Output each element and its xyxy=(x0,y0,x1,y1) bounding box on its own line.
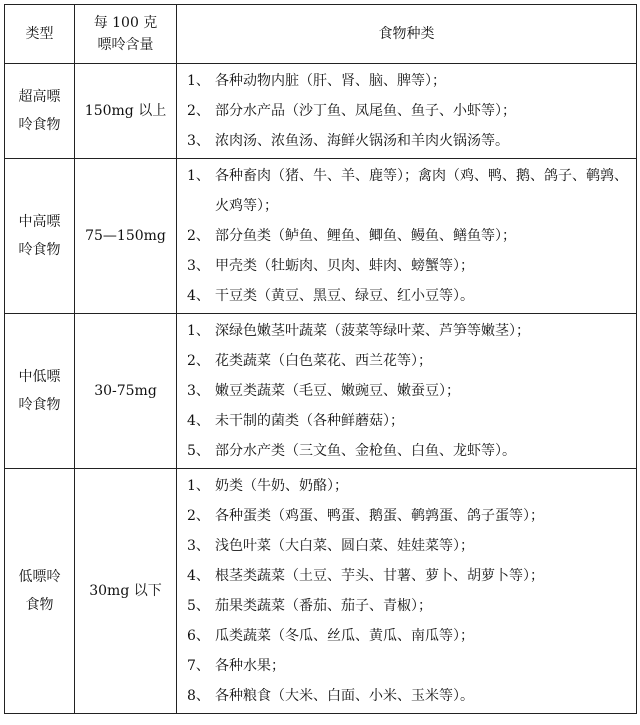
list-item xyxy=(187,251,636,281)
item-number: 1、 xyxy=(187,73,210,89)
item-number: 5、 xyxy=(187,598,210,614)
item-number: 2、 xyxy=(187,508,210,524)
list-item xyxy=(187,531,636,561)
category-line1: 中高嘌 xyxy=(18,214,61,230)
list-item xyxy=(187,406,636,436)
item-number: 3、 xyxy=(187,133,210,149)
category-cell xyxy=(5,64,75,159)
header-foods: 食物种类 xyxy=(177,5,637,64)
item-number: 3、 xyxy=(187,383,210,399)
item-text: 花类蔬菜（白色菜花、西兰花等）； xyxy=(215,353,432,369)
amount-cell: 150mg 以上 xyxy=(75,64,177,159)
item-text: 浅色叶菜（大白菜、圆白菜、娃娃菜等）； xyxy=(215,538,474,554)
table-row xyxy=(5,64,637,159)
item-text: 部分鱼类（鲈鱼、鲤鱼、鲫鱼、鳗鱼、鳝鱼等）； xyxy=(215,228,516,244)
category-line2: 呤食物 xyxy=(18,242,61,258)
item-number: 5、 xyxy=(187,443,210,459)
item-text: 部分水产品（沙丁鱼、凤尾鱼、鱼子、小虾等）； xyxy=(215,103,516,119)
header-amount xyxy=(75,5,177,64)
list-item xyxy=(187,561,636,591)
item-number: 7、 xyxy=(187,658,210,674)
list-item xyxy=(187,281,636,311)
list-item xyxy=(187,471,636,501)
amount-cell: 30-75mg xyxy=(75,314,177,469)
list-item xyxy=(187,96,636,126)
category-line2: 食物 xyxy=(25,597,54,613)
item-text: 奶类（牛奶、奶酪）； xyxy=(215,478,348,494)
item-text: 干豆类（黄豆、黑豆、绿豆、红小豆等）。 xyxy=(215,288,474,304)
item-text: 各种动物内脏（肝、肾、脑、脾等）； xyxy=(215,73,446,89)
list-item xyxy=(187,591,636,621)
list-item xyxy=(187,651,636,681)
item-number: 1、 xyxy=(187,168,210,184)
item-text: 茄果类蔬菜（番茄、茄子、青椒）； xyxy=(215,598,432,614)
purine-table xyxy=(4,4,637,714)
list-item xyxy=(187,66,636,96)
item-number: 6、 xyxy=(187,628,210,644)
category-line1: 中低嘌 xyxy=(18,369,61,385)
item-text: 各种粮食（大米、白面、小米、玉米等）。 xyxy=(215,688,474,704)
list-item xyxy=(187,681,636,711)
item-number: 4、 xyxy=(187,568,210,584)
amount-cell: 75—150mg xyxy=(75,159,177,314)
list-item xyxy=(187,501,636,531)
category-line1: 超高嘌 xyxy=(18,89,61,105)
header-amount-line1: 每 100 克 xyxy=(93,15,158,31)
item-number: 3、 xyxy=(187,258,210,274)
item-number: 4、 xyxy=(187,288,210,304)
item-text: 各种畜肉（猪、牛、羊、鹿等）；禽肉（鸡、鸭、鹅、鸽子、鹌鹑、火鸡等）； xyxy=(215,168,628,214)
category-line2: 呤食物 xyxy=(18,117,61,133)
header-amount-line2: 嘌呤含量 xyxy=(97,37,154,53)
table-row xyxy=(5,314,637,469)
item-number: 4、 xyxy=(187,413,210,429)
item-text: 甲壳类（牡蛎肉、贝肉、蚌肉、螃蟹等）； xyxy=(215,258,474,274)
item-text: 各种蛋类（鸡蛋、鸭蛋、鹅蛋、鹌鹑蛋、鸽子蛋等）； xyxy=(215,508,544,524)
item-text: 根茎类蔬菜（土豆、芋头、甘薯、萝卜、胡萝卜等）； xyxy=(215,568,544,584)
category-line1: 低嘌呤 xyxy=(18,569,61,585)
category-cell xyxy=(5,469,75,714)
category-line2: 呤食物 xyxy=(18,397,61,413)
item-number: 2、 xyxy=(187,228,210,244)
foods-cell xyxy=(177,469,637,714)
table-row xyxy=(5,159,637,314)
category-cell xyxy=(5,159,75,314)
item-text: 嫩豆类蔬菜（毛豆、嫩豌豆、嫩蚕豆）； xyxy=(215,383,460,399)
list-item xyxy=(187,436,636,466)
foods-cell xyxy=(177,64,637,159)
list-item xyxy=(187,161,636,221)
list-item xyxy=(187,221,636,251)
item-number: 2、 xyxy=(187,353,210,369)
list-item xyxy=(187,376,636,406)
item-text: 瓜类蔬菜（冬瓜、丝瓜、黄瓜、南瓜等）； xyxy=(215,628,474,644)
list-item xyxy=(187,346,636,376)
item-text: 部分水产类（三文鱼、金枪鱼、白鱼、龙虾等）。 xyxy=(215,443,516,459)
item-number: 3、 xyxy=(187,538,210,554)
item-text: 深绿色嫩茎叶蔬菜（菠菜等绿叶菜、芦笋等嫩茎）； xyxy=(215,323,530,339)
list-item xyxy=(187,126,636,156)
item-number: 2、 xyxy=(187,103,210,119)
amount-cell: 30mg 以下 xyxy=(75,469,177,714)
item-number: 1、 xyxy=(187,323,210,339)
header-type: 类型 xyxy=(5,5,75,64)
header-row xyxy=(5,5,637,64)
table-row xyxy=(5,469,637,714)
list-item xyxy=(187,316,636,346)
item-number: 1、 xyxy=(187,478,210,494)
list-item xyxy=(187,621,636,651)
item-text: 未干制的菌类（各种鲜蘑菇）； xyxy=(215,413,404,429)
item-text: 各种水果； xyxy=(215,658,285,674)
category-cell xyxy=(5,314,75,469)
foods-cell xyxy=(177,314,637,469)
item-text: 浓肉汤、浓鱼汤、海鲜火锅汤和羊肉火锅汤等。 xyxy=(215,133,509,149)
item-number: 8、 xyxy=(187,688,210,704)
foods-cell xyxy=(177,159,637,314)
